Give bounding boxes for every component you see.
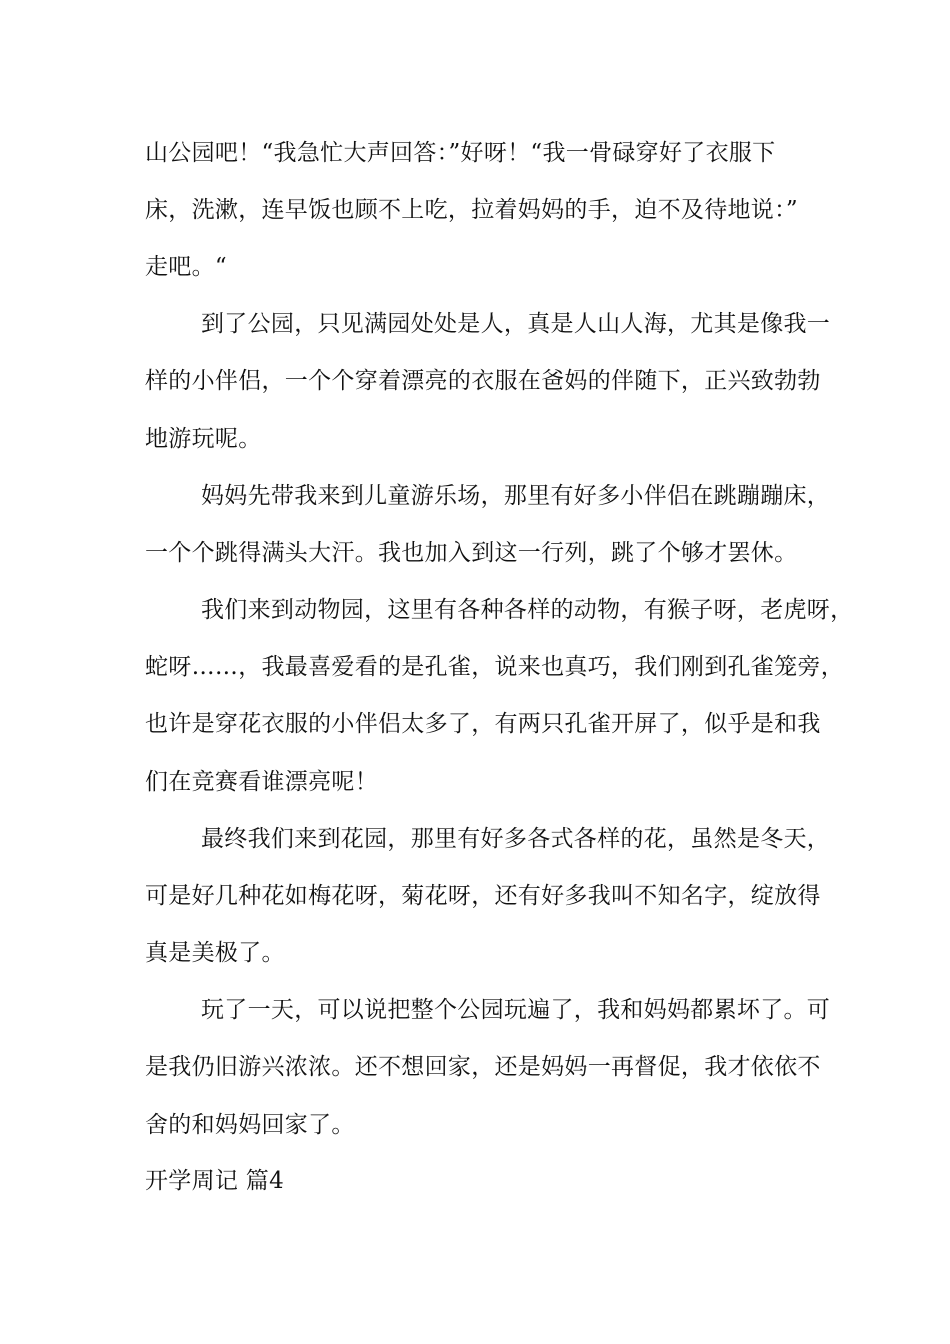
text-line: 真是美极了。: [145, 940, 285, 966]
text-line: 山公园吧！“我急忙大声回答：”好呀！“我一骨碌穿好了衣服下: [145, 140, 776, 166]
text-line: 一个个跳得满头大汗。我也加入到这一行列，跳了个够才罢休。: [145, 540, 798, 566]
paragraph-start-line: 玩了一天，可以说把整个公园玩遍了，我和妈妈都累坏了。可: [201, 997, 831, 1023]
text-line: 们在竞赛看谁漂亮呢！: [145, 769, 378, 795]
text-line: 是我仍旧游兴浓浓。还不想回家，还是妈妈一再督促，我才依依不: [145, 1054, 821, 1080]
text-line: 床，洗漱，连早饭也顾不上吃，拉着妈妈的手，迫不及待地说：”: [145, 197, 798, 223]
section-heading: 开学周记 篇4: [145, 1168, 285, 1194]
text-line: 舍的和妈妈回家了。: [145, 1112, 355, 1138]
paragraph-start-line: 最终我们来到花园，那里有好多各式各样的花，虽然是冬天，: [201, 826, 831, 852]
text-line: 可是好几种花如梅花呀，菊花呀，还有好多我叫不知名字，绽放得: [145, 883, 821, 909]
text-line: 地游玩呢。: [145, 426, 262, 452]
paragraph-start-line: 我们来到动物园，这里有各种各样的动物，有猴子呀，老虎呀，: [201, 597, 854, 623]
text-line: 走吧。“: [145, 254, 227, 280]
paragraph-start-line: 到了公园，只见满园处处是人，真是人山人海，尤其是像我一: [201, 311, 831, 337]
text-line: 样的小伴侣，一个个穿着漂亮的衣服在爸妈的伴随下，正兴致勃勃: [145, 368, 821, 394]
paragraph-start-line: 妈妈先带我来到儿童游乐场，那里有好多小伴侣在跳蹦蹦床，: [201, 483, 831, 509]
text-line: 也许是穿花衣服的小伴侣太多了，有两只孔雀开屏了，似乎是和我: [145, 711, 821, 737]
text-line: 蛇呀……，我最喜爱看的是孔雀，说来也真巧，我们刚到孔雀笼旁，: [145, 654, 844, 680]
